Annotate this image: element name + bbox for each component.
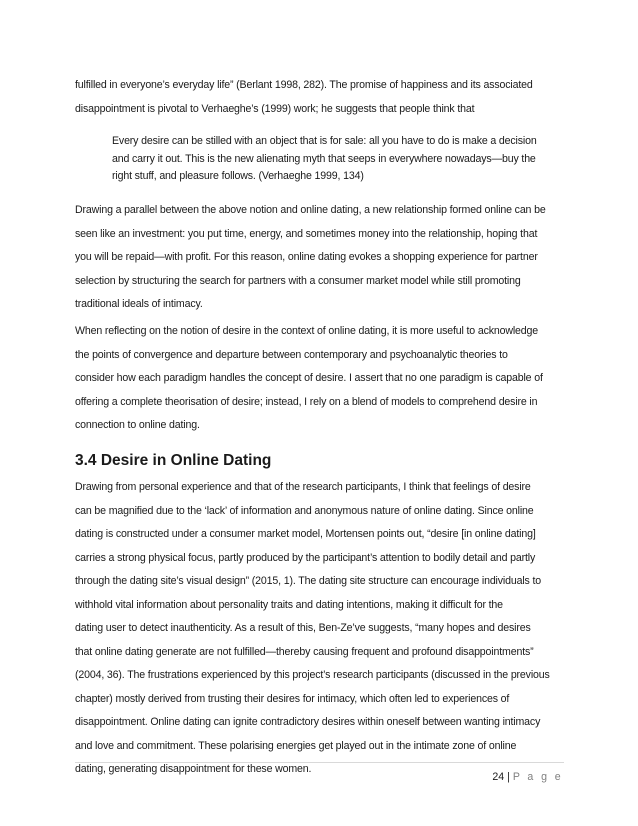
text-line: (2004, 36). The frustrations experienced by this project’s research participants (discussed in the previous xyxy=(75,669,550,681)
paragraph-reflecting-desire xyxy=(75,320,567,438)
text-line: the points of convergence and departure between contemporary and psychoanalytic theories to xyxy=(75,348,508,361)
text-line: connection to online dating. xyxy=(75,419,200,431)
text-line: and love and commitment. These polarising energies get played out in the intimate zone of online xyxy=(75,739,517,752)
text-line: When reflecting on the notion of desire in the context of online dating, it is more useful to acknowledge xyxy=(75,325,539,337)
text-line: carries a strong physical focus, partly produced by the participant’s attention to bodily detail and partly xyxy=(75,551,536,564)
page-footer xyxy=(492,771,563,783)
text-line: can be magnified due to the ‘lack’ of information and anonymous nature of online dating. Since online xyxy=(75,504,534,517)
text-line: fulfilled in everyone’s everyday life” (Berlant 1998, 282). The promise of happiness and its associated xyxy=(75,79,533,91)
text-line: consider how each paradigm handles the concept of desire. I assert that no one paradigm is capable of xyxy=(75,372,543,384)
text-line: seen like an investment: you put time, energy, and sometimes money into the relationship, hoping that xyxy=(75,227,538,240)
text-line: dating, generating disappointment for these women. xyxy=(75,763,312,775)
footer-divider xyxy=(75,762,564,763)
text-line: you will be repaid—with profit. For this reason, online dating evokes a shopping experience for partner xyxy=(75,251,538,263)
text-line: offering a complete theorisation of desire; instead, I rely on a blend of models to comprehend desire in xyxy=(75,395,538,408)
text-line: disappointment. Online dating can ignite contradictory desires within oneself between wanting intimacy xyxy=(75,716,541,728)
text-line: through the dating site’s visual design” (2015, 1). The dating site structure can encourage individuals to xyxy=(75,575,542,587)
quote-line: Every desire can be stilled with an object that is for sale: all you have to do is make a decision xyxy=(112,135,537,147)
text-line: traditional ideals of intimacy. xyxy=(75,298,203,310)
quote-line: and carry it out. This is the new alienating myth that seeps in everywhere nowadays—buy the xyxy=(112,152,536,165)
footer-separator: | xyxy=(507,771,510,783)
text-line: Drawing a parallel between the above notion and online dating, a new relationship formed online can be xyxy=(75,204,546,216)
text-line: dating is constructed under a consumer market model, Mortensen points out, “desire [in online dating] xyxy=(75,528,536,540)
block-quote xyxy=(112,133,564,186)
text-line: withhold vital information about personality traits and dating intentions, making it difficult for the xyxy=(75,598,503,611)
text-line: Drawing from personal experience and that of the research participants, I think that feelings of desire xyxy=(75,481,531,493)
text-line: that online dating generate are not fulfilled—thereby causing frequent and profound disappointments” xyxy=(75,645,534,658)
quote-line: right stuff, and pleasure follows. (Verhaeghe 1999, 134) xyxy=(112,170,364,182)
paragraph-parallel-online-dating xyxy=(75,199,567,317)
section-heading: 3.4 Desire in Online Dating xyxy=(75,452,272,469)
page-label: P a g e xyxy=(512,771,563,783)
text-line: disappointment is pivotal to Verhaeghe’s (1999) work; he suggests that people think that xyxy=(75,102,475,115)
intro-paragraph xyxy=(75,74,567,121)
paragraph-desire-in-online-dating xyxy=(75,476,567,782)
text-line: dating user to detect inauthenticity. As a result of this, Ben-Ze’ve suggests, “many hopes and desires xyxy=(75,622,531,634)
page-number: 24 xyxy=(492,771,505,783)
text-line: chapter) mostly derived from trusting their desires for intimacy, which often led to experiences of xyxy=(75,692,510,705)
text-line: selection by structuring the search for partners with a consumer market model while still promoting xyxy=(75,274,521,287)
